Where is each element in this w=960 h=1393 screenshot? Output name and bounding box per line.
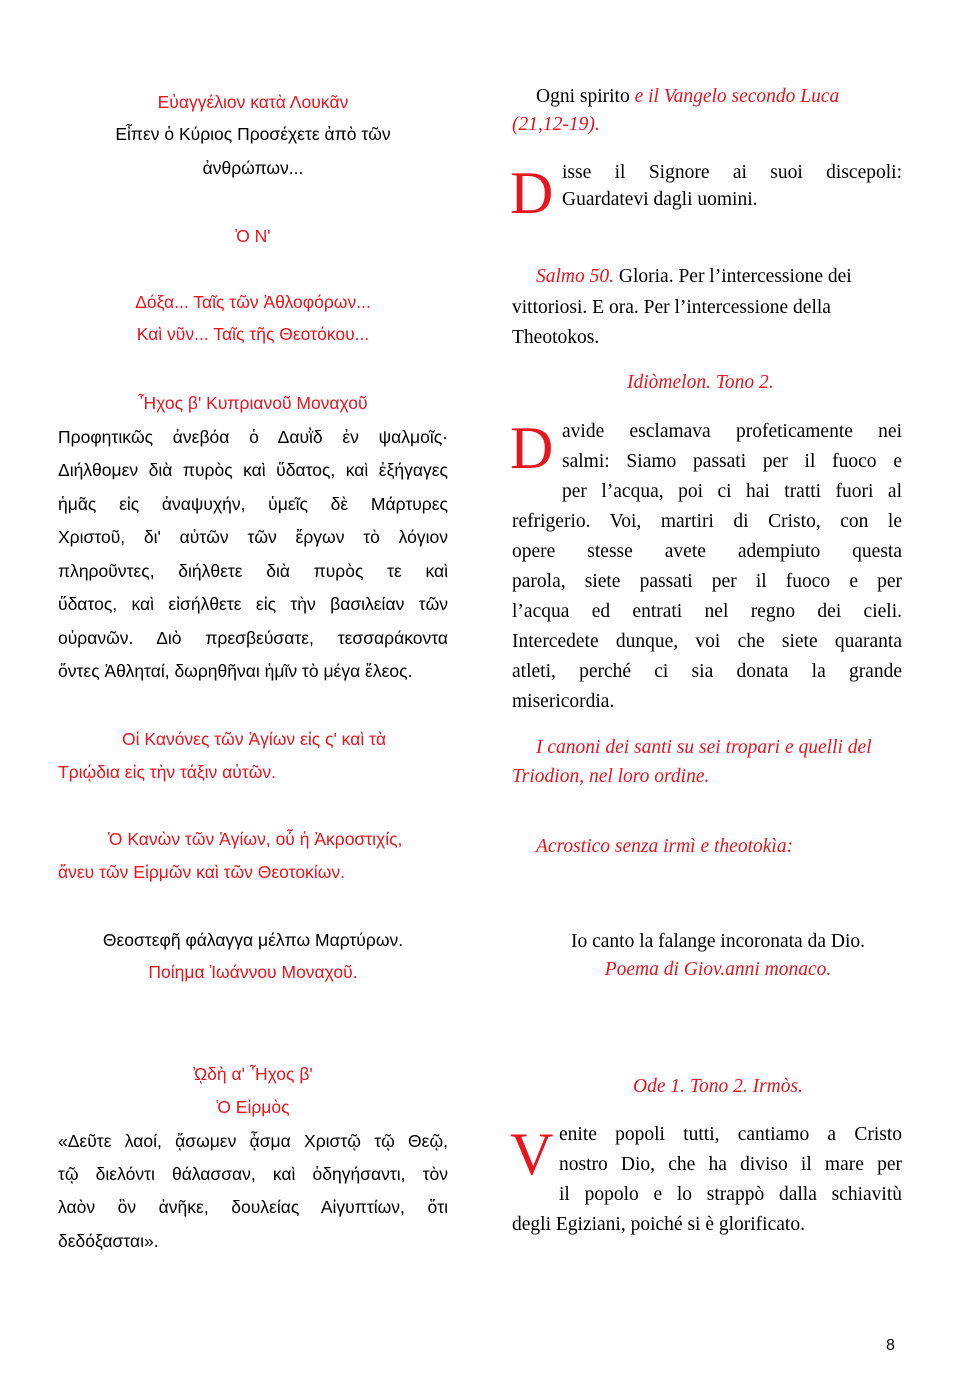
hymn-text-line: per l’acqua, poi ci hai tratti fuori al [562, 481, 902, 502]
gospel-text-line: isse il Signore ai suoi discepoli: [562, 162, 902, 183]
hymn-line: Χριστοῦ, δι' αὐτῶν τῶν ἔργων τὸ λόγιον [58, 527, 448, 547]
gospel-reference: (21,12-19). [512, 114, 600, 135]
hymn-text-line: refrigerio. Voi, martiri di Cristo, con le [512, 511, 902, 532]
canon-acrostic-line: ἄνευ τῶν Εἱρμῶν καὶ τῶν Θεοτοκίων. [58, 862, 345, 882]
ode-heading-translation: Ode 1. Tono 2. Irmòs. [633, 1076, 803, 1097]
poem-author: Ποίημα Ἰωάννου Μοναχοῦ. [148, 962, 358, 982]
hymn-text-line: salmi: Siamo passati per il fuoco e [562, 451, 902, 472]
hymn-line: ὕδατος, καὶ εἰσήλθετε εἰς τὴν βασιλείαν τῶν [58, 594, 448, 614]
poem-author-translation: Poema di Giov.anni monaco. [604, 959, 832, 980]
hymn-text-line: opere stesse avete adempiuto questa [512, 541, 902, 562]
hymn-line: ὄντες Ἀθληταί, δωρηθῆναι ἡμῖν τὸ μέγα ἔλεος. [58, 661, 413, 681]
idiomelon-heading: Idiòmelon. Tono 2. [627, 372, 774, 393]
irmos-text-line: degli Egiziani, poiché si è glorificato. [512, 1214, 805, 1235]
canons-line: Τριῴδια εἰς τὴν τάξιν αὐτῶν. [58, 762, 277, 782]
gospel-line: ἀνθρώπων... [202, 158, 304, 178]
acrostic-translation: Io canto la falange incoronata da Dio. [571, 931, 865, 952]
gospel-line: Εἶπεν ὁ Κύριος Προσέχετε ἀπὸ τῶν [115, 124, 391, 144]
hymn-text-line: parola, siete passati per il fuoco e per [512, 571, 902, 592]
acrostico-heading: Acrostico senza irmì e theotokìa: [536, 836, 794, 857]
irmos-line: «Δεῦτε λαοί, ᾄσωμεν ᾆσμα Χριστῷ τῷ Θεῷ, [58, 1131, 448, 1151]
irmos-line: δεδόξασται». [58, 1231, 159, 1251]
ode-heading: ᾨδὴ α' Ἦχος β' [193, 1064, 313, 1084]
gospel-intro-red: e il Vangelo secondo Luca [634, 86, 840, 107]
irmos-line: λαὸν ὃν ἀνῆκε, δουλείας Αἰγυπτίων, ὅτι [58, 1197, 448, 1217]
salmo-label: Salmo 50. [536, 266, 614, 287]
doxa-line: Δόξα... Ταῖς τῶν Ἀθλοφόρων... [135, 292, 371, 312]
irmos-heading: Ὁ Εἱρμὸς [216, 1097, 290, 1117]
psalm-label: Ὁ Ν' [235, 226, 271, 246]
hymn-line: οὐρανῶν. Διὸ πρεσβεύσατε, τεσσαράκοντα [58, 628, 448, 648]
canoni-line: I canoni dei santi su sei tropari e quelli del [536, 737, 872, 758]
canons-line: Οἱ Κανόνες τῶν Ἁγίων εἰς ς' καὶ τὰ [122, 729, 387, 749]
hymn-text-line: Intercedete dunque, voi che siete quaranta [512, 631, 902, 652]
drop-cap: V [510, 1121, 554, 1187]
tone-heading: Ἦχος β' Κυπριανοῦ Μοναχοῦ [138, 393, 368, 413]
salmo-line [536, 266, 852, 288]
salmo-text: Gloria. Per l’intercessione dei [614, 266, 852, 287]
gospel-intro [536, 86, 839, 108]
drop-cap: D [510, 160, 554, 226]
gospel-text-line: Guardatevi dagli uomini. [562, 189, 758, 210]
hymn-line: ἡμᾶς εἰς ἀναψυχήν, ὑμεῖς δὲ Μάρτυρες [58, 494, 448, 514]
hymn-text-line: avide esclamava profeticamente nei [562, 421, 902, 442]
irmos-text-line: enite popoli tutti, cantiamo a Cristo [559, 1124, 902, 1145]
hymn-line: πληροῦντες, διήλθετε διὰ πυρὸς τε καὶ [58, 561, 448, 581]
hymn-text-line: l’acqua ed entrati nel regno dei cieli. [512, 601, 902, 622]
canon-acrostic-line: Ὁ Κανὼν τῶν Ἁγίων, οὗ ἡ Ἀκροστιχίς, [108, 829, 403, 849]
salmo-line: Theotokos. [512, 327, 600, 348]
canoni-line: Triodion, nel loro ordine. [512, 766, 710, 787]
hymn-line: Διήλθομεν διὰ πυρὸς καὶ ὕδατος, καὶ ἐξήγαγες [58, 460, 448, 480]
irmos-text-line: il popolo e lo strappò dalla schiavitù [559, 1184, 902, 1205]
irmos-text-line: nostro Dio, che ha diviso il mare per [559, 1154, 902, 1175]
acrostic: Θεοστεφῆ φάλαγγα μέλπω Μαρτύρων. [102, 930, 404, 950]
page-number: 8 [886, 1337, 895, 1354]
irmos-line: τῷ διελόντι θάλασσαν, καὶ ὁδηγήσαντι, τὸν [58, 1164, 448, 1184]
hymn-text-line: atleti, perché ci sia donata la grande [512, 661, 902, 682]
hymn-line: Προφητικῶς ἀνεβόα ὁ Δαυῒδ ἐν ψαλμοῖς· [58, 427, 448, 447]
kai-nyn-line: Καὶ νῦν... Ταῖς τῆς Θεοτόκου... [136, 324, 370, 344]
drop-cap: D [510, 415, 554, 481]
hymn-text-line: misericordia. [512, 691, 615, 712]
salmo-line: vittoriosi. E ora. Per l’intercessione della [512, 297, 831, 318]
gospel-title: Εὐαγγέλιον κατὰ Λουκᾶν [157, 92, 349, 112]
gospel-intro-plain: Ogni spirito [536, 86, 635, 107]
